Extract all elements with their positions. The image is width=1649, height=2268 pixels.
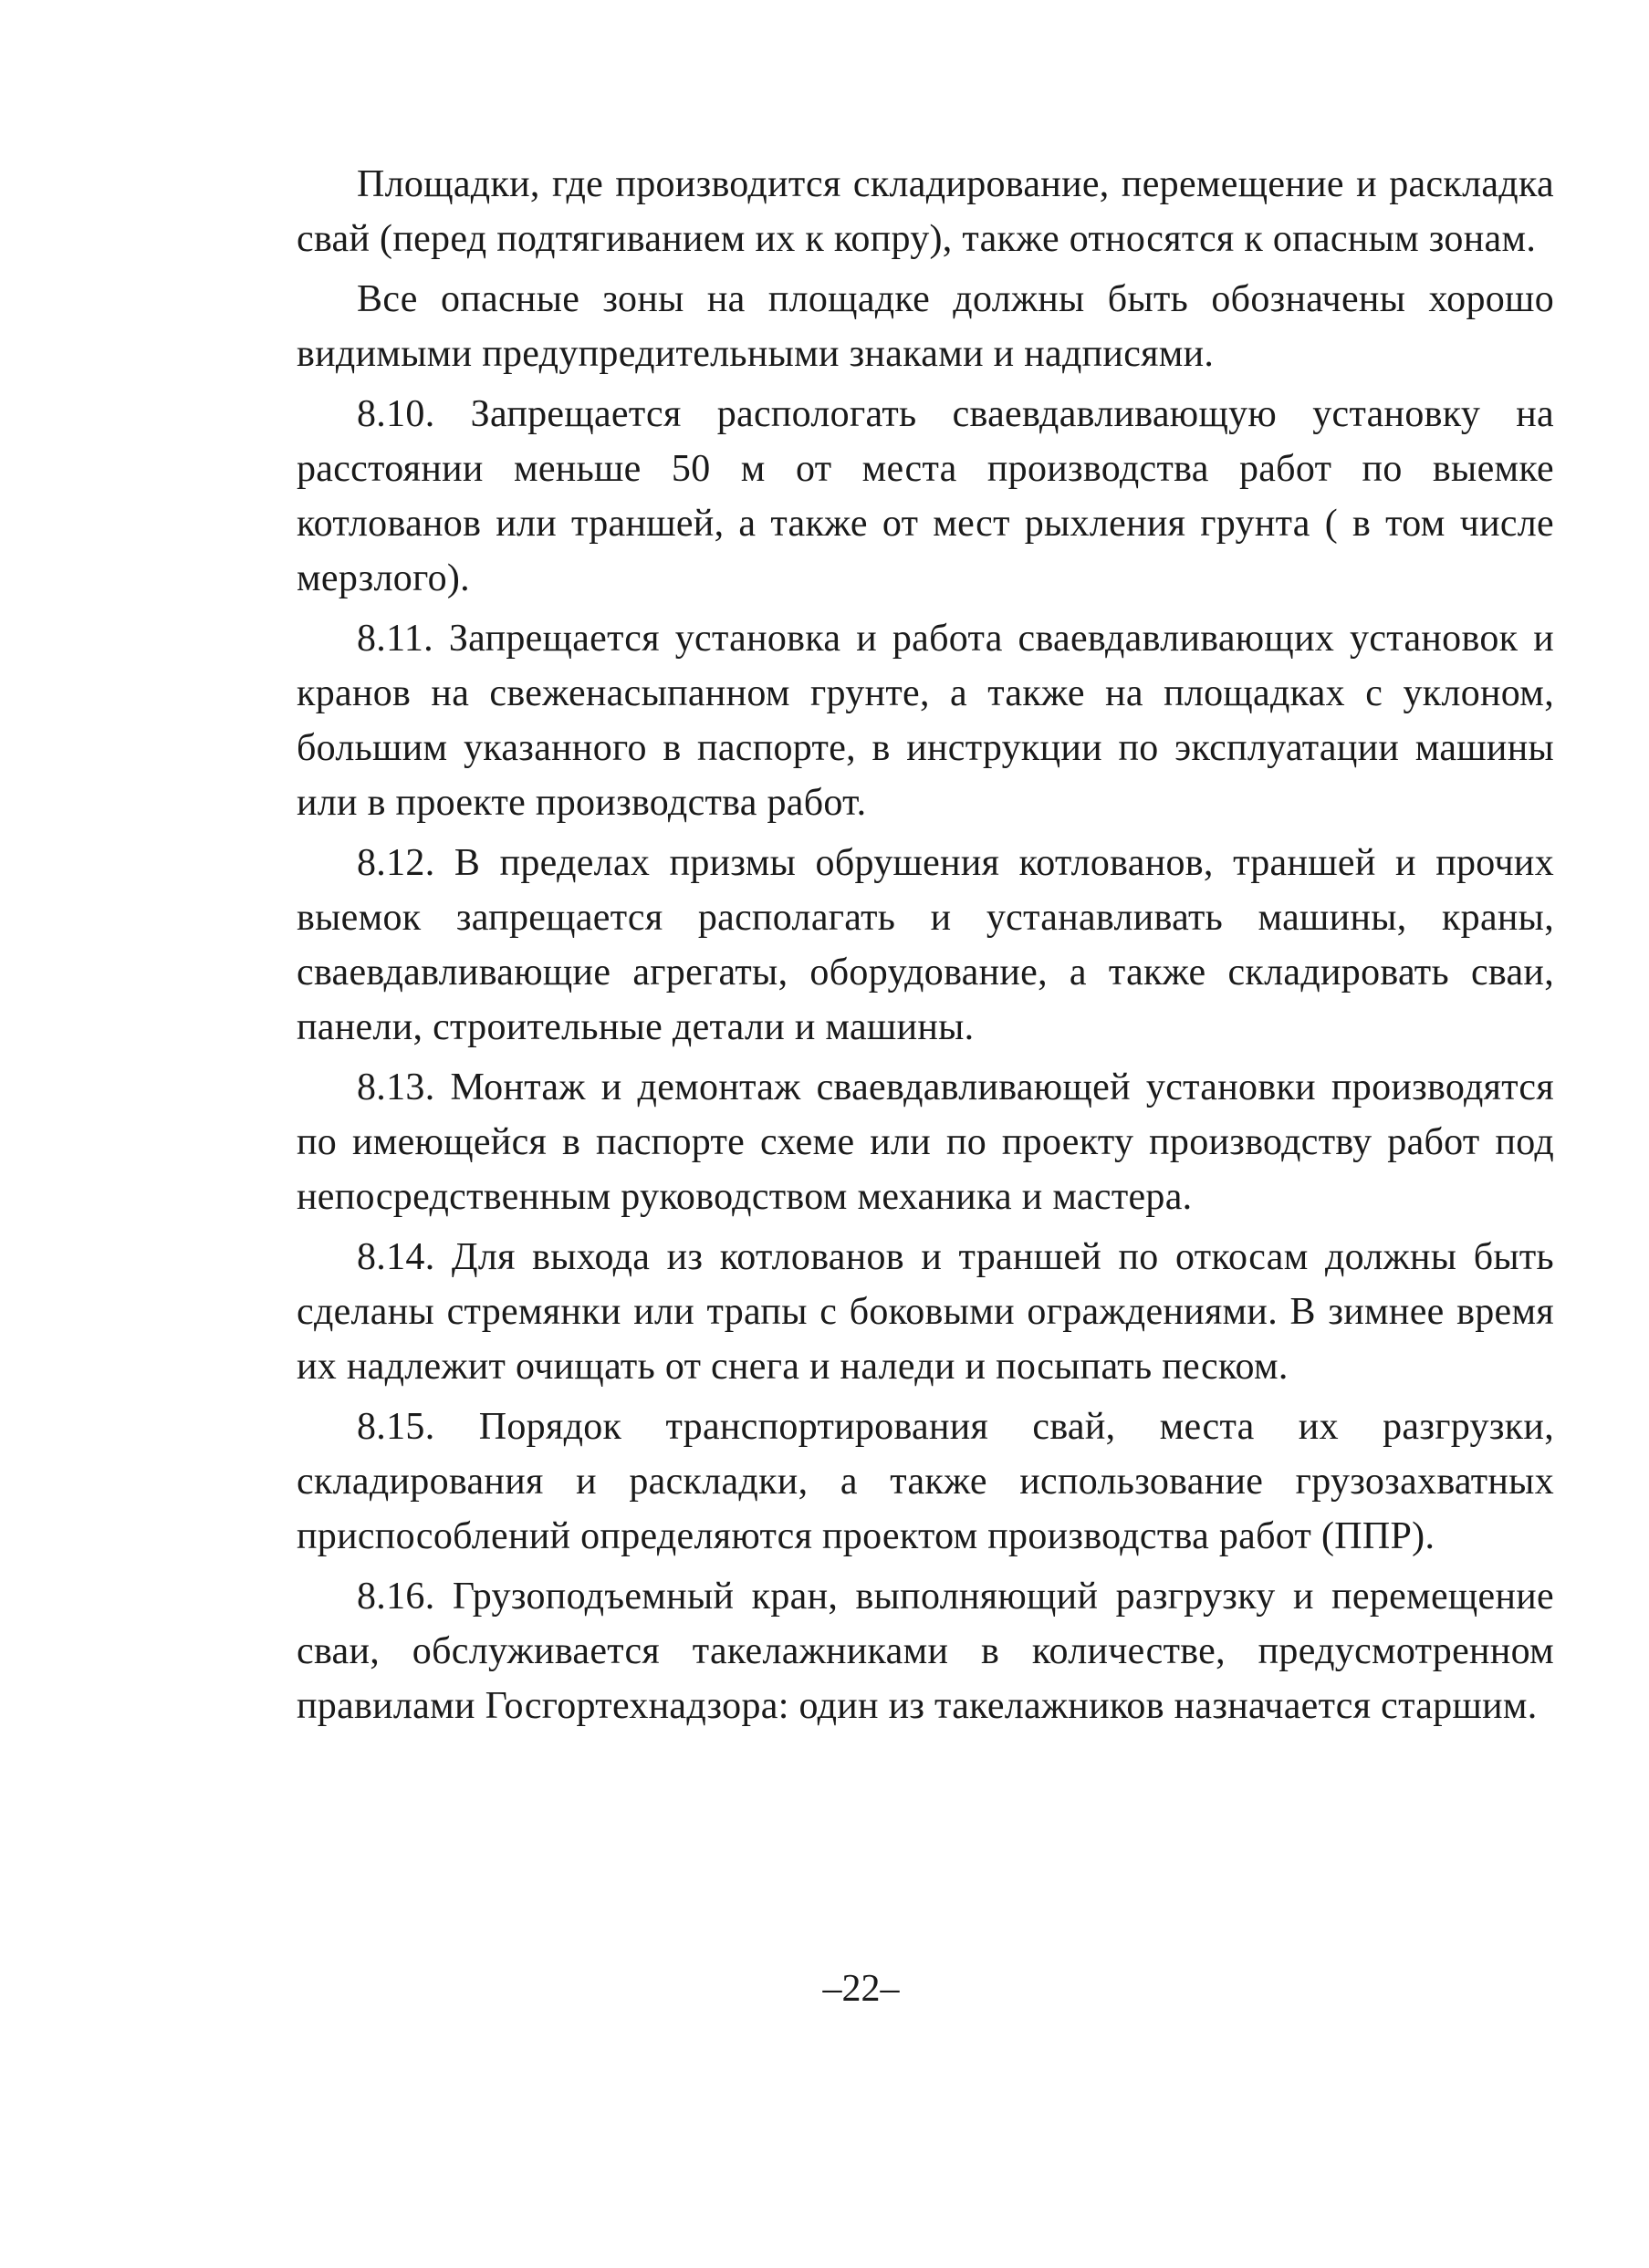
paragraph-8-15: 8.15. Порядок транспортирования свай, места их разгрузки, складирования и раскладки, а также использование грузозахватных приспособлений определяются проектом производства работ (ППР).	[297, 1406, 1554, 1557]
paragraph-8-11: 8.11. Запрещается установка и работа сваевдавливающих установок и кранов на свеженасыпанном грунте, а также на площадках с уклоном, большим указанного в паспорте, в инструкции по эксплуатации машины или в проекте производства работ.	[297, 618, 1554, 824]
paragraph-8-16: 8.16. Грузоподъемный кран, выполняющий разгрузку и перемещение сваи, обслуживается такелажниками в количестве, предусмотренном правилами Госгортехнадзора: один из такелажников назначается старшим.	[297, 1576, 1554, 1727]
body-text	[297, 157, 1554, 1739]
paragraph-8-13: 8.13. Монтаж и демонтаж сваевдавливающей установки производятся по имеющейся в паспорте схеме или по проекту производству работ под непосредственным руководством механика и мастера.	[297, 1066, 1554, 1218]
paragraph-hazard-zones-marking: Все опасные зоны на площадке должны быть обозначены хорошо видимыми предупредительными знаками и надписями.	[297, 278, 1554, 375]
paragraph-8-10: 8.10. Запрещается распологать сваевдавливающую установку на расстоянии меньше 50 м от места производства работ по выемке котлованов или траншей, а также от мест рыхления грунта ( в том числе мерзлого).	[297, 393, 1554, 599]
paragraph-8-12: 8.12. В пределах призмы обрушения котлованов, траншей и прочих выемок запрещается располагать и устанавливать машины, краны, сваевдавливающие агрегаты, оборудование, а также складировать сваи, панели, строительные детали и машины.	[297, 842, 1554, 1048]
page-number: –22–	[822, 1968, 900, 2010]
paragraph-8-14: 8.14. Для выхода из котлованов и траншей по откосам должны быть сделаны стремянки или трапы с боковыми ограждениями. В зимнее время их надлежит очищать от снега и наледи и посыпать песком.	[297, 1236, 1554, 1388]
paragraph-hazard-zones-storage: Площадки, где производится складирование, перемещение и раскладка свай (перед подтягиванием их к копру), также относятся к опасным зонам.	[297, 163, 1554, 260]
